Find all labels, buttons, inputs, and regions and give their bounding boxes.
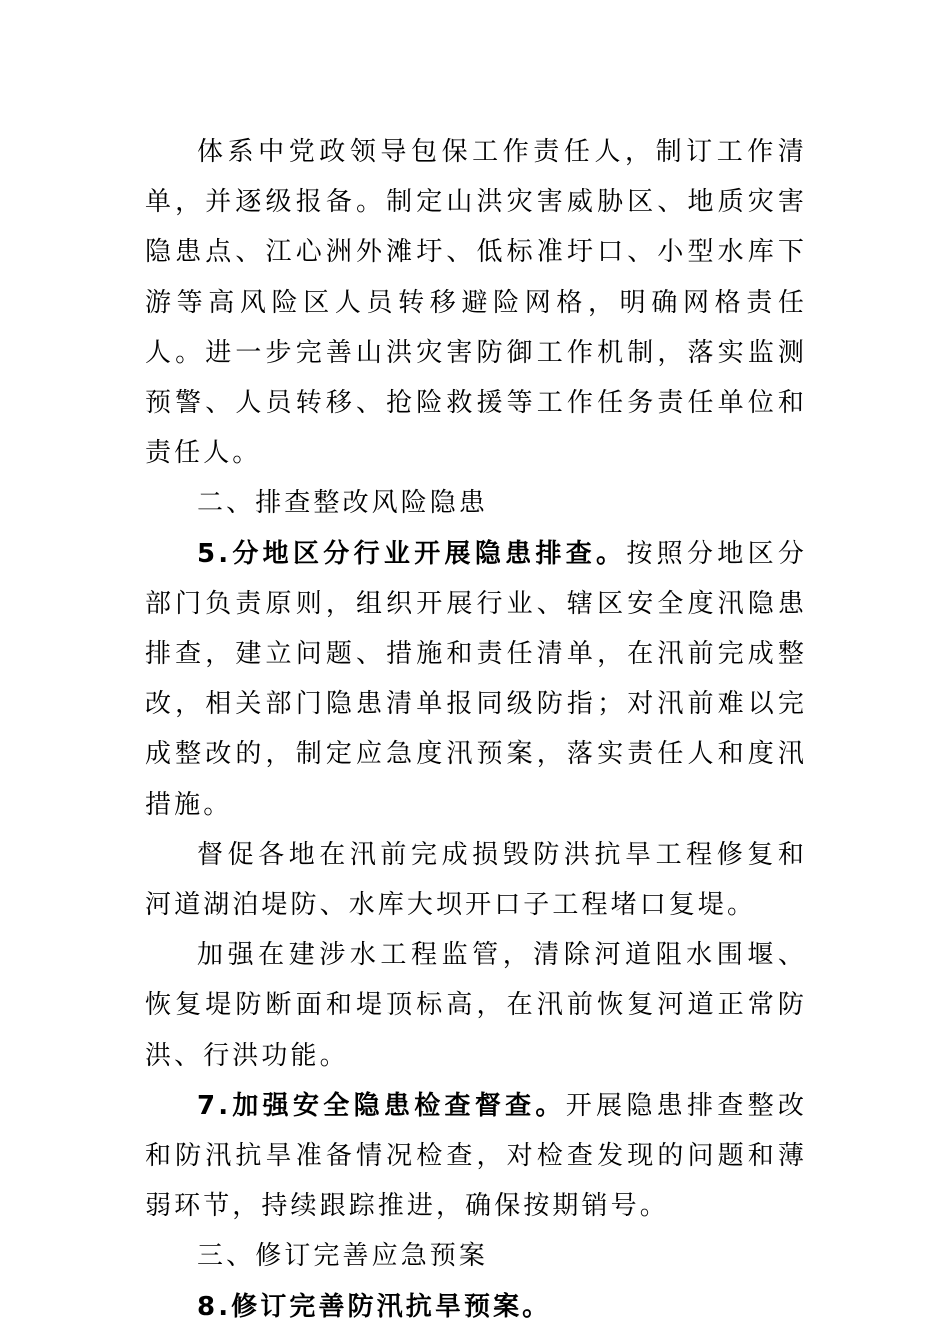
- item-body: 按照分地区分部门负责原则，组织开展行业、辖区安全度汛隐患排查，建立问题、措施和责任清单，在汛前完成整改，相关部门隐患清单报同级防指；对汛前难以完成整改的，制定应急度汛预案，落实责任人和度汛措施。: [145, 538, 807, 820]
- heading-text: 二、排查整改风险隐患: [197, 488, 489, 519]
- heading-text: 三、修订完善应急预案: [197, 1241, 489, 1272]
- paragraph-text: 加强在建涉水工程监管，清除河道阻水围堰、恢复堤防断面和堤顶标高，在汛前恢复河道正常防洪、行洪功能。: [145, 940, 807, 1071]
- paragraph-item-8: [145, 1282, 807, 1332]
- paragraph-supervise: [145, 930, 807, 1081]
- paragraph-item-7: [145, 1081, 807, 1232]
- item-lead: 7.加强安全隐患检查督查。: [197, 1090, 566, 1121]
- paragraph-text: 督促各地在汛前完成损毁防洪抗旱工程修复和河道湖泊堤防、水库大坝开口子工程堵口复堤。: [145, 839, 807, 921]
- paragraph-text: 体系中党政领导包保工作责任人，制订工作清单，并逐级报备。制定山洪灾害威胁区、地质灾害隐患点、江心洲外滩圩、低标准圩口、小型水库下游等高风险区人员转移避险网格，明确网格责任人。进一步完善山洪灾害防御工作机制，落实监测预警、人员转移、抢险救援等工作任务责任单位和责任人。: [145, 137, 807, 469]
- item-lead: 8.修订完善防汛抗旱预案。: [197, 1291, 552, 1322]
- item-body: 开展隐患排查整改和防汛抗旱准备情况检查，对检查发现的问题和薄弱环节，持续跟踪推进，确保按期销号。: [145, 1090, 807, 1222]
- paragraph-responsibility: [145, 127, 807, 478]
- document-page: [145, 127, 807, 1332]
- item-lead: 5.分地区分行业开展隐患排查。: [197, 538, 627, 569]
- section-heading-2: [145, 478, 807, 528]
- section-heading-3: [145, 1231, 807, 1281]
- paragraph-repair: [145, 830, 807, 930]
- paragraph-item-5: [145, 529, 807, 830]
